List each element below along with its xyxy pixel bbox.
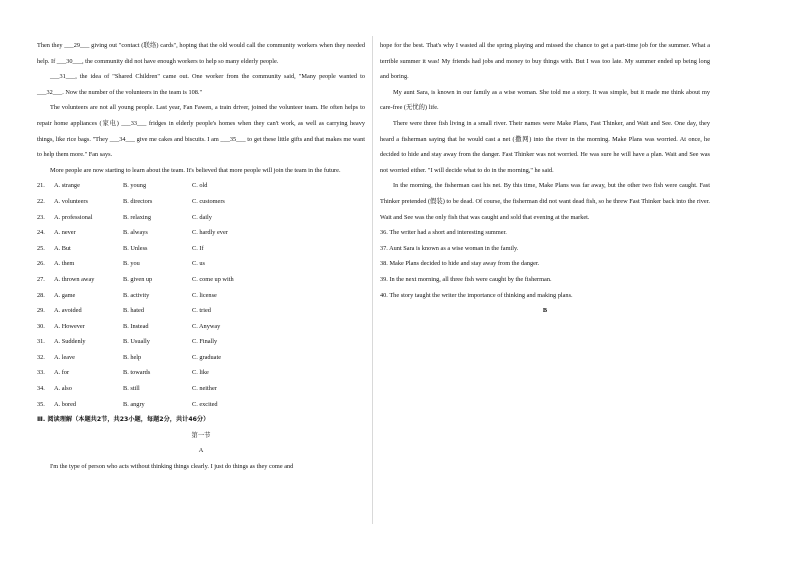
- option-choice-a: A. volunteers: [54, 197, 88, 205]
- statement: 39. In the next morning, all three fish were caught by the fisherman.: [380, 275, 552, 283]
- option-choice-b: B. you: [123, 260, 140, 268]
- option-row: [37, 365, 365, 381]
- option-choice-c: C. If: [192, 244, 204, 252]
- option-num: 31.: [37, 338, 45, 346]
- option-choice-a: A. professional: [54, 213, 93, 221]
- option-choice-c: C. hardly ever: [192, 229, 228, 237]
- paragraph: There were three fish living in a small river. Their names were Make Plans, Fast Thinker, and Wait and See. One day, they heard a fisherman saying that he would cast a net (撒网) into the river in the morning. Make Plans was worried. At once, he decided to hide and stay away from the danger. Fast Thinker was not worried. He was sure he will have a plan. Wait and See was not worried either. "I will decide what to do in the morning," he said.: [380, 119, 710, 174]
- option-num: 28.: [37, 291, 45, 299]
- option-num: 25.: [37, 244, 45, 252]
- option-row: [37, 334, 365, 350]
- option-num: 21.: [37, 182, 45, 190]
- paragraph: More people are now starting to learn about the team. It's believed that more people will join the team in the future.: [50, 166, 341, 174]
- option-choice-b: B. help: [123, 353, 142, 361]
- option-choice-c: C. old: [192, 182, 208, 190]
- option-num: 26.: [37, 260, 45, 268]
- paragraph: The volunteers are not all young people. Last year, Fan Fawen, a train driver, joined the volunteer team. He often helps to repair home appliances (家电) ___33___ fridges in elderly people's homes when they can't work, as well as carrying heavy things, like rice bags. "They ___34___ give me cakes and biscuits. I am ___35___ to get these little gifts and that makes me want to help them more." Fan says.: [37, 104, 365, 159]
- option-row: [37, 225, 365, 241]
- option-num: 23.: [37, 213, 45, 221]
- option-row: [37, 288, 365, 304]
- option-row: [37, 319, 365, 335]
- passage-label: B: [542, 307, 548, 315]
- statement-list: [380, 225, 710, 303]
- option-row: [37, 256, 365, 272]
- option-choice-b: B. Unless: [123, 244, 148, 252]
- paragraph: I'm the type of person who acts without thinking things clearly. I just do things as they come and: [50, 463, 294, 471]
- option-choice-a: A. never: [54, 229, 76, 237]
- option-num: 33.: [37, 369, 45, 377]
- option-choice-c: C. excited: [192, 400, 218, 408]
- option-choice-a: A. However: [54, 322, 85, 330]
- option-choice-a: A. avoided: [54, 307, 82, 315]
- option-row: [37, 303, 365, 319]
- paragraph: hope for the best. That's why I wasted all the spring playing and missed the chance to get a part-time job for the summer. What a terrible summer it was! My friends had jobs and money to buy things with. But I was too late. My summer ended up being long and boring.: [380, 42, 710, 81]
- option-choice-b: B. young: [123, 182, 147, 190]
- paragraph: In the morning, the fisherman cast his net. By this time, Make Plans was far away, but the other two fish were caught. Fast Thinker pretended (假装) to be dead. Of course, the fisherman did not want dead fish, so he threw Fast Thinker back into the river. Wait and See was the only fish that was caught and sold that evening at the market.: [380, 182, 710, 221]
- statement: 38. Make Plans decided to hide and stay away from the danger.: [380, 260, 540, 268]
- option-row: [37, 241, 365, 257]
- option-row: [37, 272, 365, 288]
- options-list: [37, 178, 365, 412]
- option-choice-a: A. Suddenly: [54, 338, 86, 346]
- option-row: [37, 194, 365, 210]
- option-choice-c: C. tried: [192, 307, 211, 315]
- option-choice-a: A. game: [54, 291, 76, 299]
- option-num: 35.: [37, 400, 45, 408]
- option-choice-c: C. come up with: [192, 275, 234, 283]
- option-num: 29.: [37, 307, 45, 315]
- option-num: 34.: [37, 385, 45, 393]
- statement: 36. The writer had a short and interesting summer.: [380, 229, 507, 237]
- option-choice-b: B. still: [123, 385, 140, 393]
- option-choice-a: A. bored: [54, 400, 77, 408]
- option-choice-b: B. always: [123, 229, 148, 237]
- option-choice-c: C. Anyway: [192, 322, 221, 330]
- option-choice-a: A. leave: [54, 353, 75, 361]
- option-choice-a: A. strange: [54, 182, 80, 190]
- statement: 37. Aunt Sara is known as a wise woman in the family.: [380, 244, 519, 252]
- option-choice-b: B. given up: [123, 275, 153, 283]
- paragraph: ___31___, the idea of "Shared Children" came out. One worker from the community said, "Many people wanted to ___32___. Now the number of the volunteers in the team is 108.": [37, 73, 365, 96]
- option-row: [37, 397, 365, 413]
- left-column: [37, 38, 365, 475]
- option-choice-b: B. Instead: [123, 322, 149, 330]
- option-choice-c: C. license: [192, 291, 217, 299]
- option-choice-c: C. customers: [192, 197, 225, 205]
- option-row: [37, 178, 365, 194]
- option-row: [37, 381, 365, 397]
- option-num: 22.: [37, 197, 45, 205]
- option-choice-a: A. But: [54, 244, 71, 252]
- subsection-title: 第一节: [191, 431, 211, 439]
- option-choice-a: A. for: [54, 369, 70, 377]
- option-choice-a: A. thrown away: [54, 275, 95, 283]
- option-choice-c: C. Finally: [192, 338, 218, 346]
- option-choice-b: B. angry: [123, 400, 145, 408]
- option-num: 27.: [37, 275, 45, 283]
- option-row: [37, 350, 365, 366]
- option-choice-b: B. towards: [123, 369, 151, 377]
- option-num: 24.: [37, 229, 45, 237]
- option-choice-b: B. relaxing: [123, 213, 151, 221]
- paragraph: Then they ___29___ giving out "contact (联络) cards", hoping that the old would call the community workers when they needed help. If ___30___, the community did not have enough workers to help so many elderly people.: [37, 42, 365, 65]
- option-choice-c: C. like: [192, 369, 209, 377]
- option-choice-b: B. Usually: [123, 338, 150, 346]
- section-title: Ⅲ. 阅读理解（本题共2节，共23小题，每题2分，共计46分）: [37, 416, 210, 424]
- option-choice-a: A. also: [54, 385, 72, 393]
- statement: 40. The story taught the writer the importance of thinking and making plans.: [380, 291, 573, 299]
- option-choice-a: A. them: [54, 260, 75, 268]
- paragraph: My aunt Sara, is known in our family as a wise woman. She told me a story. It was simple, but it made me think about my care-free (无忧的) life.: [380, 88, 710, 112]
- option-choice-c: C. daily: [192, 213, 212, 221]
- column-divider: [372, 36, 373, 524]
- right-column: [380, 38, 710, 319]
- option-choice-c: C. us: [192, 260, 205, 268]
- option-choice-c: C. graduate: [192, 353, 222, 361]
- option-choice-c: C. neither: [192, 385, 217, 393]
- option-choice-b: B. activity: [123, 291, 150, 299]
- option-choice-b: B. hated: [123, 307, 144, 315]
- option-row: [37, 210, 365, 226]
- option-choice-b: B. directors: [123, 197, 153, 205]
- option-num: 30.: [37, 322, 45, 330]
- passage-label: A: [198, 447, 204, 455]
- option-num: 32.: [37, 353, 45, 361]
